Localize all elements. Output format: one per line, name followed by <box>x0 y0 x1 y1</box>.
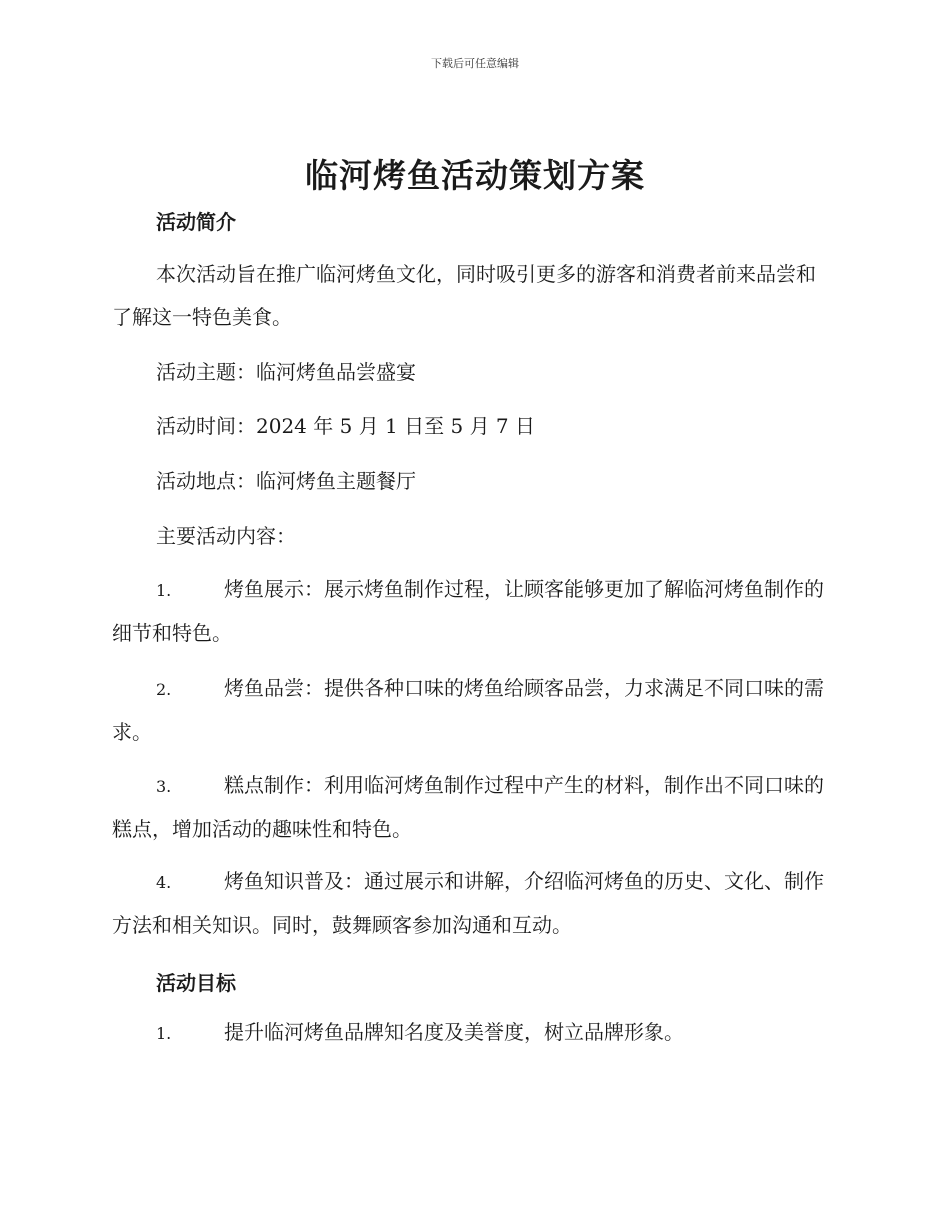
activity-item <box>112 667 832 754</box>
goal-item <box>112 1011 832 1055</box>
list-number: 3. <box>156 777 172 796</box>
activity-item <box>112 860 832 947</box>
document-title: 临河烤鱼活动策划方案 <box>305 156 645 195</box>
activity-time: 活动时间：2024 年 5 月 1 日至 5 月 7 日 <box>156 414 536 438</box>
list-number: 1. <box>156 581 172 600</box>
section-heading-goals: 活动目标 <box>156 971 236 995</box>
activity-location: 活动地点：临河烤鱼主题餐厅 <box>156 469 416 493</box>
list-text: 烤鱼展示：展示烤鱼制作过程，让顾客能够更加了解临河烤鱼制作的细节和特色。 <box>112 577 824 645</box>
intro-paragraph: 本次活动旨在推广临河烤鱼文化，同时吸引更多的游客和消费者前来品尝和了解这一特色美食。 <box>112 262 816 329</box>
list-number: 1. <box>156 1024 172 1043</box>
list-text: 糕点制作：利用临河烤鱼制作过程中产生的材料，制作出不同口味的糕点，增加活动的趣味性和特色。 <box>112 773 824 841</box>
activity-item <box>112 568 832 655</box>
header-note: 下载后可任意编辑 <box>431 57 519 70</box>
list-text: 烤鱼品尝：提供各种口味的烤鱼给顾客品尝，力求满足不同口味的需求。 <box>112 676 824 744</box>
list-text: 提升临河烤鱼品牌知名度及美誉度，树立品牌形象。 <box>224 1020 684 1044</box>
section-heading-intro: 活动简介 <box>156 210 236 234</box>
main-content-label: 主要活动内容： <box>156 524 296 548</box>
activity-item <box>112 764 832 851</box>
list-number: 4. <box>156 873 172 892</box>
activity-theme: 活动主题：临河烤鱼品尝盛宴 <box>156 360 416 384</box>
list-number: 2. <box>156 680 172 699</box>
list-text: 烤鱼知识普及：通过展示和讲解，介绍临河烤鱼的历史、文化、制作方法和相关知识。同时，鼓舞顾客参加沟通和互动。 <box>112 869 824 937</box>
